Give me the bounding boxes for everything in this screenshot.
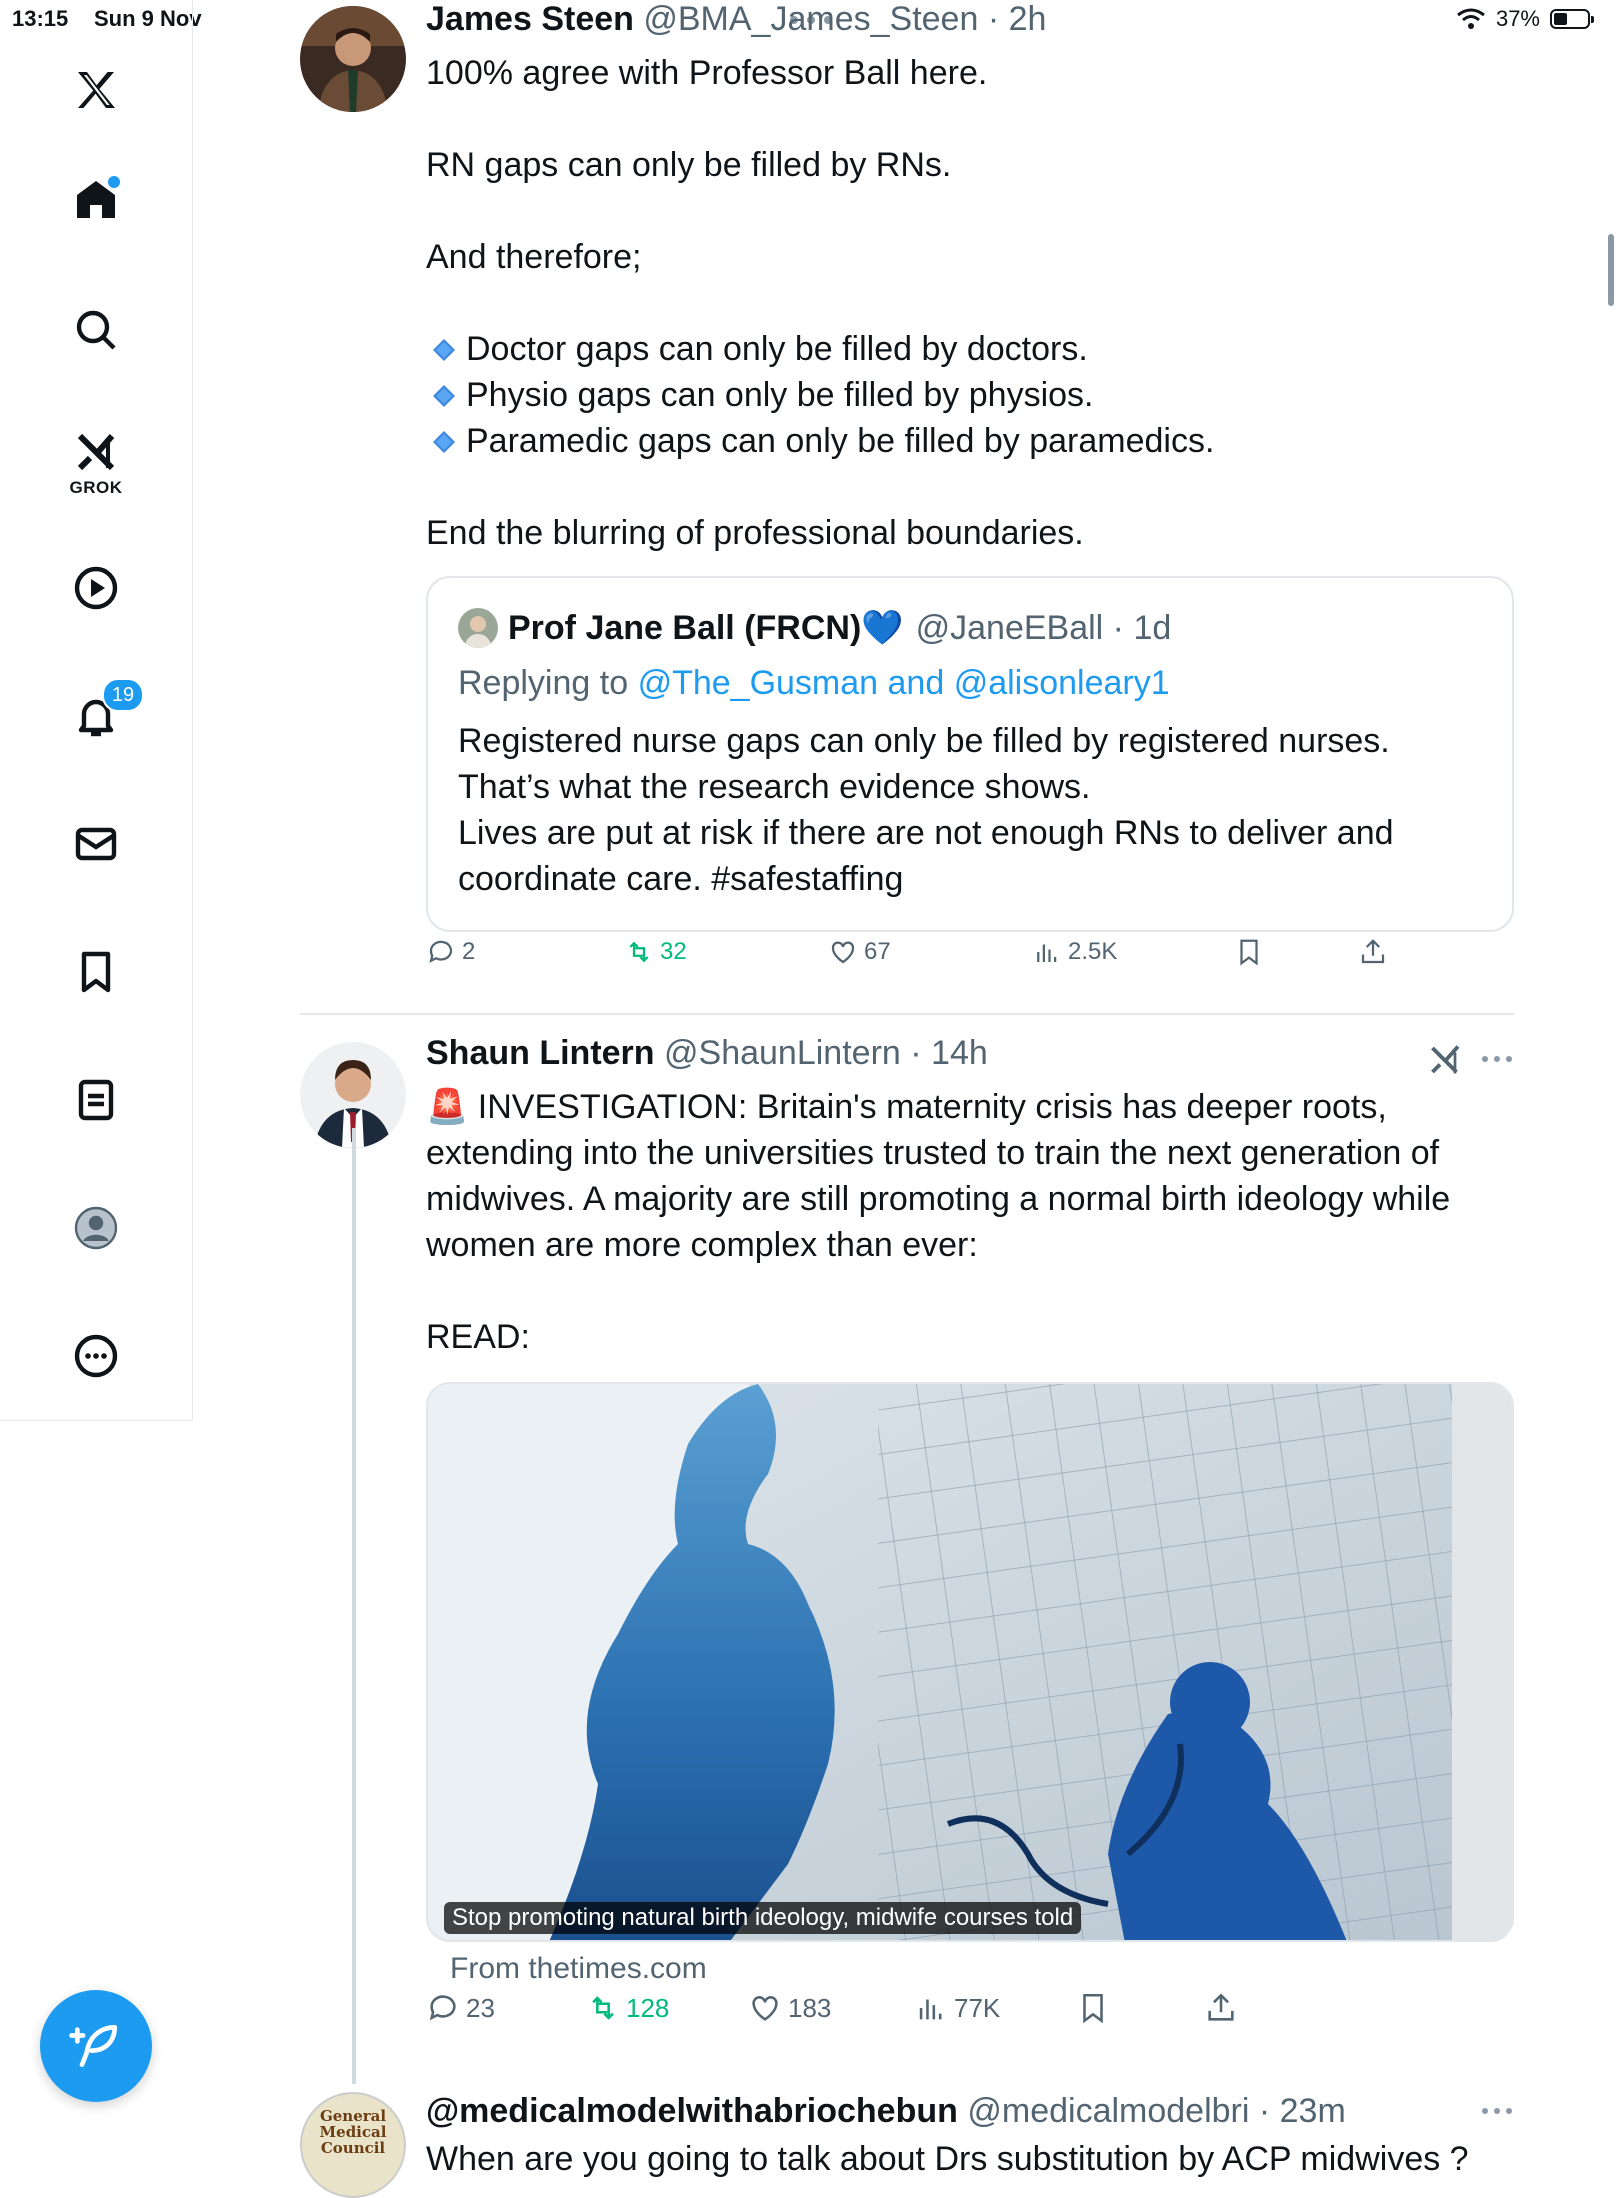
share-button[interactable]: [1204, 1991, 1238, 2025]
repost-button[interactable]: 128: [586, 1991, 669, 2025]
search-icon[interactable]: [66, 300, 126, 360]
avatar[interactable]: [300, 2092, 406, 2198]
blue-diamond-icon: [432, 338, 456, 362]
blue-diamond-icon: [432, 430, 456, 454]
quote-author-name[interactable]: Prof Jane Ball (FRCN): [508, 608, 862, 647]
grok-label: GROK: [69, 478, 123, 497]
quote-author-handle[interactable]: @JaneEBall: [915, 608, 1104, 647]
wifi-icon: [1456, 7, 1486, 31]
quote-verified-emoji: 💙: [861, 609, 904, 647]
tweet-header: Shaun Lintern @ShaunLintern · 14h: [426, 1034, 988, 1072]
bookmark-button[interactable]: [1234, 937, 1264, 967]
profile-icon[interactable]: [66, 1198, 126, 1258]
tweet-header: @medicalmodelwithabriochebun @medicalmodelbri · 23m: [426, 2092, 1346, 2130]
views-icon: [914, 1991, 948, 2025]
quote-text: Registered nurse gaps can only be filled by registered nurses. That’s what the research evidence shows. Lives are put at risk if there are not enough RNs to deliver and coordinate care. #safestaffing: [458, 722, 1394, 898]
mail-icon[interactable]: [66, 814, 126, 874]
tweet-line: RN gaps can only be filled by RNs.: [426, 146, 952, 184]
views-button[interactable]: 2.5K: [1032, 937, 1117, 967]
video-icon[interactable]: [66, 558, 126, 618]
bookmark-icon: [1076, 1991, 1110, 2025]
grok-icon[interactable]: [1428, 1042, 1464, 1078]
tweet-line: End the blurring of professional boundaries.: [426, 514, 1084, 552]
image-caption: Stop promoting natural birth ideology, midwife courses told: [444, 1902, 1081, 1934]
bookmark-icon[interactable]: [66, 942, 126, 1002]
x-logo-icon[interactable]: [66, 60, 126, 120]
author-handle[interactable]: @medicalmodelbri: [967, 2092, 1250, 2130]
bullet-line: Paramedic gaps can only be filled by paramedics.: [426, 418, 1214, 464]
status-icons: [1456, 6, 1590, 32]
tweet-divider: [300, 1013, 1514, 1015]
tweet-text: When are you going to talk about Drs substitution by ACP midwives ?: [426, 2140, 1469, 2178]
share-button[interactable]: [1358, 937, 1388, 967]
bullet-line: Physio gaps can only be filled by physios.: [426, 372, 1214, 418]
author-handle[interactable]: @ShaunLintern: [664, 1034, 901, 1072]
tweet-text: 🚨 INVESTIGATION: Britain's maternity crisis has deeper roots, extending into the universities trusted to train the next generation of midwives. A majority are still promoting a normal birth ideology while women are more complex than ever: READ:: [426, 1088, 1451, 1356]
repost-button[interactable]: 32: [624, 937, 687, 967]
home-icon[interactable]: [66, 170, 126, 230]
battery-percent: 37%: [1495, 6, 1540, 31]
repost-icon: [624, 937, 654, 967]
quote-time: 1d: [1133, 608, 1172, 647]
replying-to-links[interactable]: @The_Gusman and @alisonleary1: [637, 664, 1170, 702]
home-notification-dot: [108, 176, 120, 188]
tweet-line: 100% agree with Professor Ball here.: [426, 54, 988, 92]
link-card-image[interactable]: [426, 1382, 1514, 1942]
reply-button[interactable]: 23: [426, 1991, 495, 2025]
tweet-text: [426, 50, 1214, 556]
tweet-time[interactable]: 14h: [931, 1034, 988, 1072]
compose-icon: [68, 2018, 124, 2074]
blue-diamond-icon: [432, 384, 456, 408]
compose-button[interactable]: [40, 1990, 152, 2102]
avatar-text: General Medical Council: [319, 2107, 387, 2157]
grok-icon[interactable]: [66, 422, 126, 497]
status-time: 13:15: [12, 6, 69, 31]
more-icon[interactable]: [66, 1326, 126, 1386]
repost-icon: [586, 1991, 620, 2025]
reply-icon: [426, 937, 456, 967]
bookmark-icon: [1234, 937, 1264, 967]
quote-avatar[interactable]: [458, 608, 498, 648]
author-name[interactable]: James Steen: [426, 0, 634, 38]
avatar[interactable]: [300, 6, 406, 112]
bookmark-button[interactable]: [1076, 1991, 1110, 2025]
share-icon: [1204, 1991, 1238, 2025]
notification-badge: 19: [102, 678, 144, 712]
author-handle[interactable]: @BMA_James_Steen: [643, 0, 979, 38]
article-image: [428, 1384, 1514, 1942]
sidebar-nav: [0, 0, 193, 1421]
link-source[interactable]: From thetimes.com: [450, 1952, 707, 1985]
more-options-icon[interactable]: [1480, 1054, 1514, 1064]
replying-to: Replying to @The_Gusman and @alisonleary1: [458, 664, 1170, 702]
quoted-tweet[interactable]: [426, 576, 1514, 932]
thread-connector: [352, 1128, 356, 2084]
tweet-time[interactable]: 2h: [1008, 0, 1047, 38]
like-button[interactable]: 67: [828, 937, 891, 967]
siren-emoji: 🚨: [426, 1088, 469, 1126]
views-icon: [1032, 937, 1062, 967]
tweet-line: And therefore;: [426, 238, 642, 276]
share-icon: [1358, 937, 1388, 967]
reply-button[interactable]: 2: [426, 937, 475, 967]
scrollbar[interactable]: [1608, 234, 1614, 306]
author-name[interactable]: @medicalmodelwithabriochebun: [426, 2092, 958, 2130]
heart-icon: [748, 1991, 782, 2025]
bell-icon[interactable]: [66, 684, 135, 746]
more-options-icon[interactable]: [1480, 2106, 1514, 2116]
list-icon[interactable]: [66, 1070, 126, 1130]
bullet-line: Doctor gaps can only be filled by doctors.: [426, 326, 1214, 372]
quote-header: Prof Jane Ball (FRCN) 💙 @JaneEBall · 1d: [458, 608, 1171, 648]
status-date: Sun 9 Nov: [94, 6, 202, 31]
author-name[interactable]: Shaun Lintern: [426, 1034, 655, 1072]
views-button[interactable]: 77K: [914, 1991, 1000, 2025]
battery-icon: [1550, 9, 1590, 29]
tweet-time[interactable]: 23m: [1279, 2092, 1346, 2130]
heart-icon: [828, 937, 858, 967]
reply-icon: [426, 1991, 460, 2025]
tweet-header: James Steen @BMA_James_Steen · 2h: [426, 0, 1047, 38]
like-button[interactable]: 183: [748, 1991, 831, 2025]
